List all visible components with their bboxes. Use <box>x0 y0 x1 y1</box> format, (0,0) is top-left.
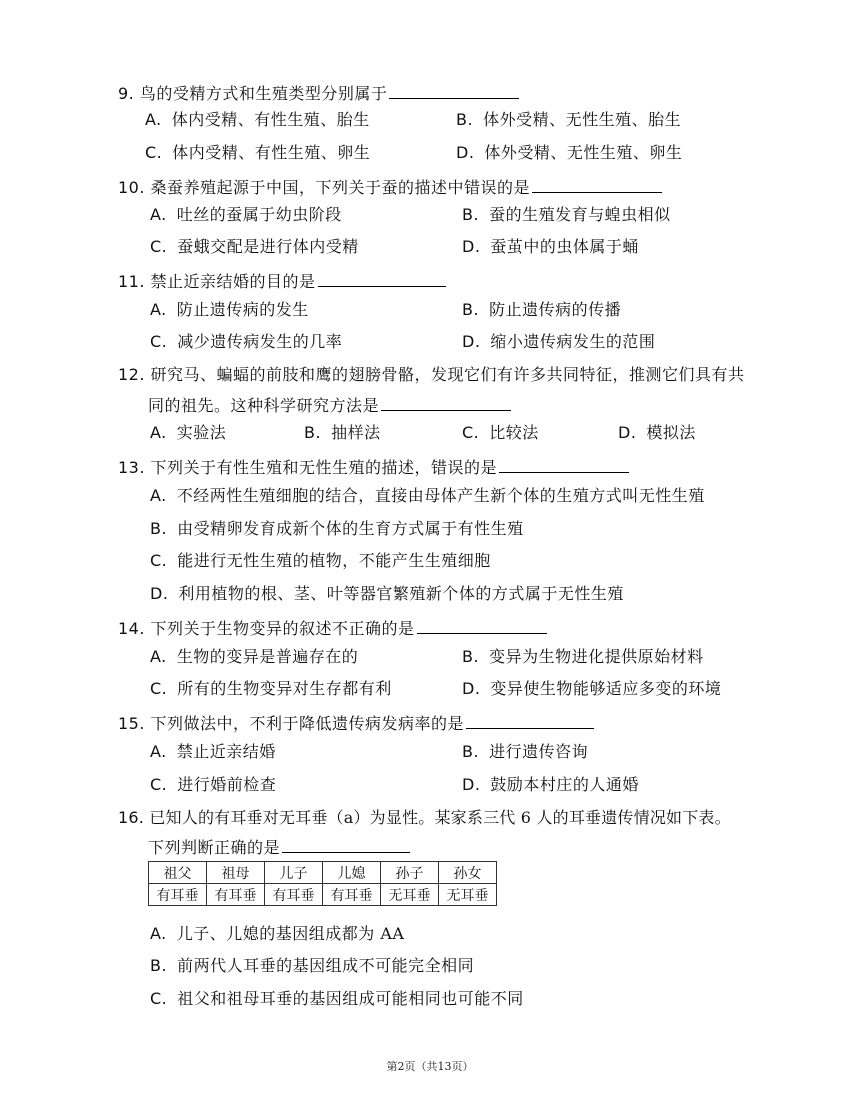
option-text: 吐丝的蚕属于幼虫阶段 <box>176 205 342 224</box>
question-12-continued <box>148 394 511 416</box>
question-text: 禁止近亲结婚的目的是 <box>150 272 316 291</box>
option-b: B. 由受精卵发育成新个体的生育方式属于有性生殖 <box>150 519 524 538</box>
option-a: A. 不经两性生殖细胞的结合，直接由母体产生新个体的生殖方式叫无性生殖 <box>150 486 705 505</box>
table-header-cell: 孙女 <box>439 862 497 884</box>
option-b: B. 体外受精、无性生殖、胎生 <box>456 110 682 129</box>
table-header-cell: 祖母 <box>207 862 265 884</box>
question-text: 已知人的有耳垂对无耳垂（a）为显性。某家系三代 6 人的耳垂遗传情况如下表。 <box>149 808 731 827</box>
option-text: 抽样法 <box>331 423 381 442</box>
option-text: 儿子、儿媳的基因组成都为 AA <box>176 924 405 943</box>
option-b: B. 变异为生物进化提供原始材料 <box>462 647 704 666</box>
table-header-row <box>149 862 497 884</box>
question-number: 11. <box>118 272 145 291</box>
option-a: A. 实验法 <box>150 423 227 442</box>
option-text: 蚕蛾交配是进行体内受精 <box>177 237 359 256</box>
question-number: 14. <box>118 619 145 638</box>
option-text: 进行遗传咨询 <box>489 742 589 761</box>
question-11 <box>118 270 446 292</box>
question-number: 13. <box>118 458 145 477</box>
answer-blank <box>381 394 511 411</box>
question-text: 下列做法中，不利于降低遗传病发病率的是 <box>150 714 465 733</box>
answer-blank <box>466 712 594 729</box>
option-text: 进行婚前检查 <box>177 775 277 794</box>
question-13 <box>118 456 629 478</box>
table-header-cell: 儿媳 <box>323 862 381 884</box>
option-text: 由受精卵发育成新个体的生育方式属于有性生殖 <box>177 519 524 538</box>
option-a: A. 防止遗传病的发生 <box>150 300 309 319</box>
option-c: C. 进行婚前检查 <box>150 775 277 794</box>
question-number: 16. <box>118 808 145 827</box>
option-c: C. 减少遗传病发生的几率 <box>150 332 343 351</box>
option-b: B. 前两代人耳垂的基因组成不可能完全相同 <box>150 956 475 975</box>
answer-blank <box>389 82 519 99</box>
option-text: 体外受精、无性生殖、卵生 <box>484 143 683 162</box>
question-text: 下列关于生物变异的叙述不正确的是 <box>150 619 415 638</box>
table-header-cell: 儿子 <box>265 862 323 884</box>
table-header-cell: 孙子 <box>381 862 439 884</box>
page-footer: 第2页（共13页） <box>386 1060 474 1073</box>
table-cell: 无耳垂 <box>439 884 497 906</box>
question-15 <box>118 712 594 734</box>
option-c: C. 蚕蛾交配是进行体内受精 <box>150 237 359 256</box>
option-a: A. 体内受精、有性生殖、胎生 <box>145 110 370 129</box>
question-text: 下列判断正确的是 <box>148 838 281 857</box>
option-d: D. 模拟法 <box>618 423 696 442</box>
option-d: D. 利用植物的根、茎、叶等器官繁殖新个体的方式属于无性生殖 <box>150 584 624 603</box>
option-text: 所有的生物变异对生存都有利 <box>177 679 392 698</box>
answer-blank <box>318 270 446 287</box>
option-text: 缩小遗传病发生的范围 <box>490 332 656 351</box>
question-text: 研究马、蝙蝠的前肢和鹰的翅膀骨骼，发现它们有许多共同特征，推测它们具有共 <box>150 365 745 384</box>
option-text: 祖父和祖母耳垂的基因组成可能相同也可能不同 <box>177 989 524 1008</box>
option-text: 能进行无性生殖的植物，不能产生生殖细胞 <box>177 551 491 570</box>
option-text: 防止遗传病的发生 <box>176 300 309 319</box>
option-text: 实验法 <box>176 423 227 442</box>
question-number: 9. <box>118 84 135 103</box>
option-text: 体内受精、有性生殖、卵生 <box>172 143 371 162</box>
question-9 <box>118 82 519 104</box>
question-number: 12. <box>118 365 145 384</box>
table-cell: 有耳垂 <box>265 884 323 906</box>
option-a: A. 禁止近亲结婚 <box>150 742 276 761</box>
question-number: 15. <box>118 714 145 733</box>
option-a: A. 生物的变异是普遍存在的 <box>150 647 359 666</box>
question-text: 桑蚕养殖起源于中国，下列关于蚕的描述中错误的是 <box>150 178 531 197</box>
option-a: A. 吐丝的蚕属于幼虫阶段 <box>150 205 342 224</box>
question-text: 鸟的受精方式和生殖类型分别属于 <box>139 84 388 103</box>
answer-blank <box>532 176 662 193</box>
answer-blank <box>282 836 410 853</box>
option-text: 体外受精、无性生殖、胎生 <box>483 110 682 129</box>
question-number: 10. <box>118 178 145 197</box>
option-b: B. 蚕的生殖发育与蝗虫相似 <box>462 205 671 224</box>
option-b: B. 抽样法 <box>304 423 381 442</box>
option-text: 前两代人耳垂的基因组成不可能完全相同 <box>177 956 475 975</box>
table-cell: 有耳垂 <box>149 884 207 906</box>
question-text: 下列关于有性生殖和无性生殖的描述，错误的是 <box>150 458 498 477</box>
answer-blank <box>499 456 629 473</box>
table-header-cell: 祖父 <box>149 862 207 884</box>
question-10 <box>118 176 662 198</box>
option-text: 体内受精、有性生殖、胎生 <box>171 110 370 129</box>
option-text: 利用植物的根、茎、叶等器官繁殖新个体的方式属于无性生殖 <box>178 584 624 603</box>
question-text: 同的祖先。这种科学研究方法是 <box>148 396 380 415</box>
option-c: C. 祖父和祖母耳垂的基因组成可能相同也可能不同 <box>150 989 524 1008</box>
option-text: 模拟法 <box>646 423 696 442</box>
option-text: 防止遗传病的传播 <box>489 300 622 319</box>
earlobe-inheritance-table <box>148 861 497 906</box>
option-a: A. 儿子、儿媳的基因组成都为 AA <box>150 924 405 943</box>
question-16 <box>118 808 731 828</box>
option-c: C. 比较法 <box>462 423 539 442</box>
table-cell: 有耳垂 <box>323 884 381 906</box>
option-text: 比较法 <box>489 423 539 442</box>
option-text: 禁止近亲结婚 <box>176 742 276 761</box>
option-text: 生物的变异是普遍存在的 <box>176 647 359 666</box>
question-14 <box>118 617 547 639</box>
option-b: B. 防止遗传病的传播 <box>462 300 622 319</box>
table-cell: 有耳垂 <box>207 884 265 906</box>
table-cell: 无耳垂 <box>381 884 439 906</box>
option-d: D. 变异使生物能够适应多变的环境 <box>462 679 722 698</box>
option-c: C. 能进行无性生殖的植物，不能产生生殖细胞 <box>150 551 491 570</box>
option-text: 不经两性生殖细胞的结合，直接由母体产生新个体的生殖方式叫无性生殖 <box>176 486 705 505</box>
option-c: C. 所有的生物变异对生存都有利 <box>150 679 392 698</box>
table-row <box>149 884 497 906</box>
option-text: 变异为生物进化提供原始材料 <box>489 647 704 666</box>
option-text: 变异使生物能够适应多变的环境 <box>490 679 722 698</box>
option-b: B. 进行遗传咨询 <box>462 742 589 761</box>
option-d: D. 蚕茧中的虫体属于蛹 <box>462 237 639 256</box>
option-text: 蚕茧中的虫体属于蛹 <box>490 237 639 256</box>
question-16-continued <box>148 836 410 858</box>
option-text: 蚕的生殖发育与蝗虫相似 <box>489 205 671 224</box>
option-d: D. 鼓励本村庄的人通婚 <box>462 775 639 794</box>
option-text: 鼓励本村庄的人通婚 <box>490 775 639 794</box>
answer-blank <box>417 617 547 634</box>
option-d: D. 缩小遗传病发生的范围 <box>462 332 656 351</box>
option-text: 减少遗传病发生的几率 <box>177 332 343 351</box>
option-c: C. 体内受精、有性生殖、卵生 <box>145 143 371 162</box>
question-12 <box>118 365 745 385</box>
option-d: D. 体外受精、无性生殖、卵生 <box>456 143 683 162</box>
